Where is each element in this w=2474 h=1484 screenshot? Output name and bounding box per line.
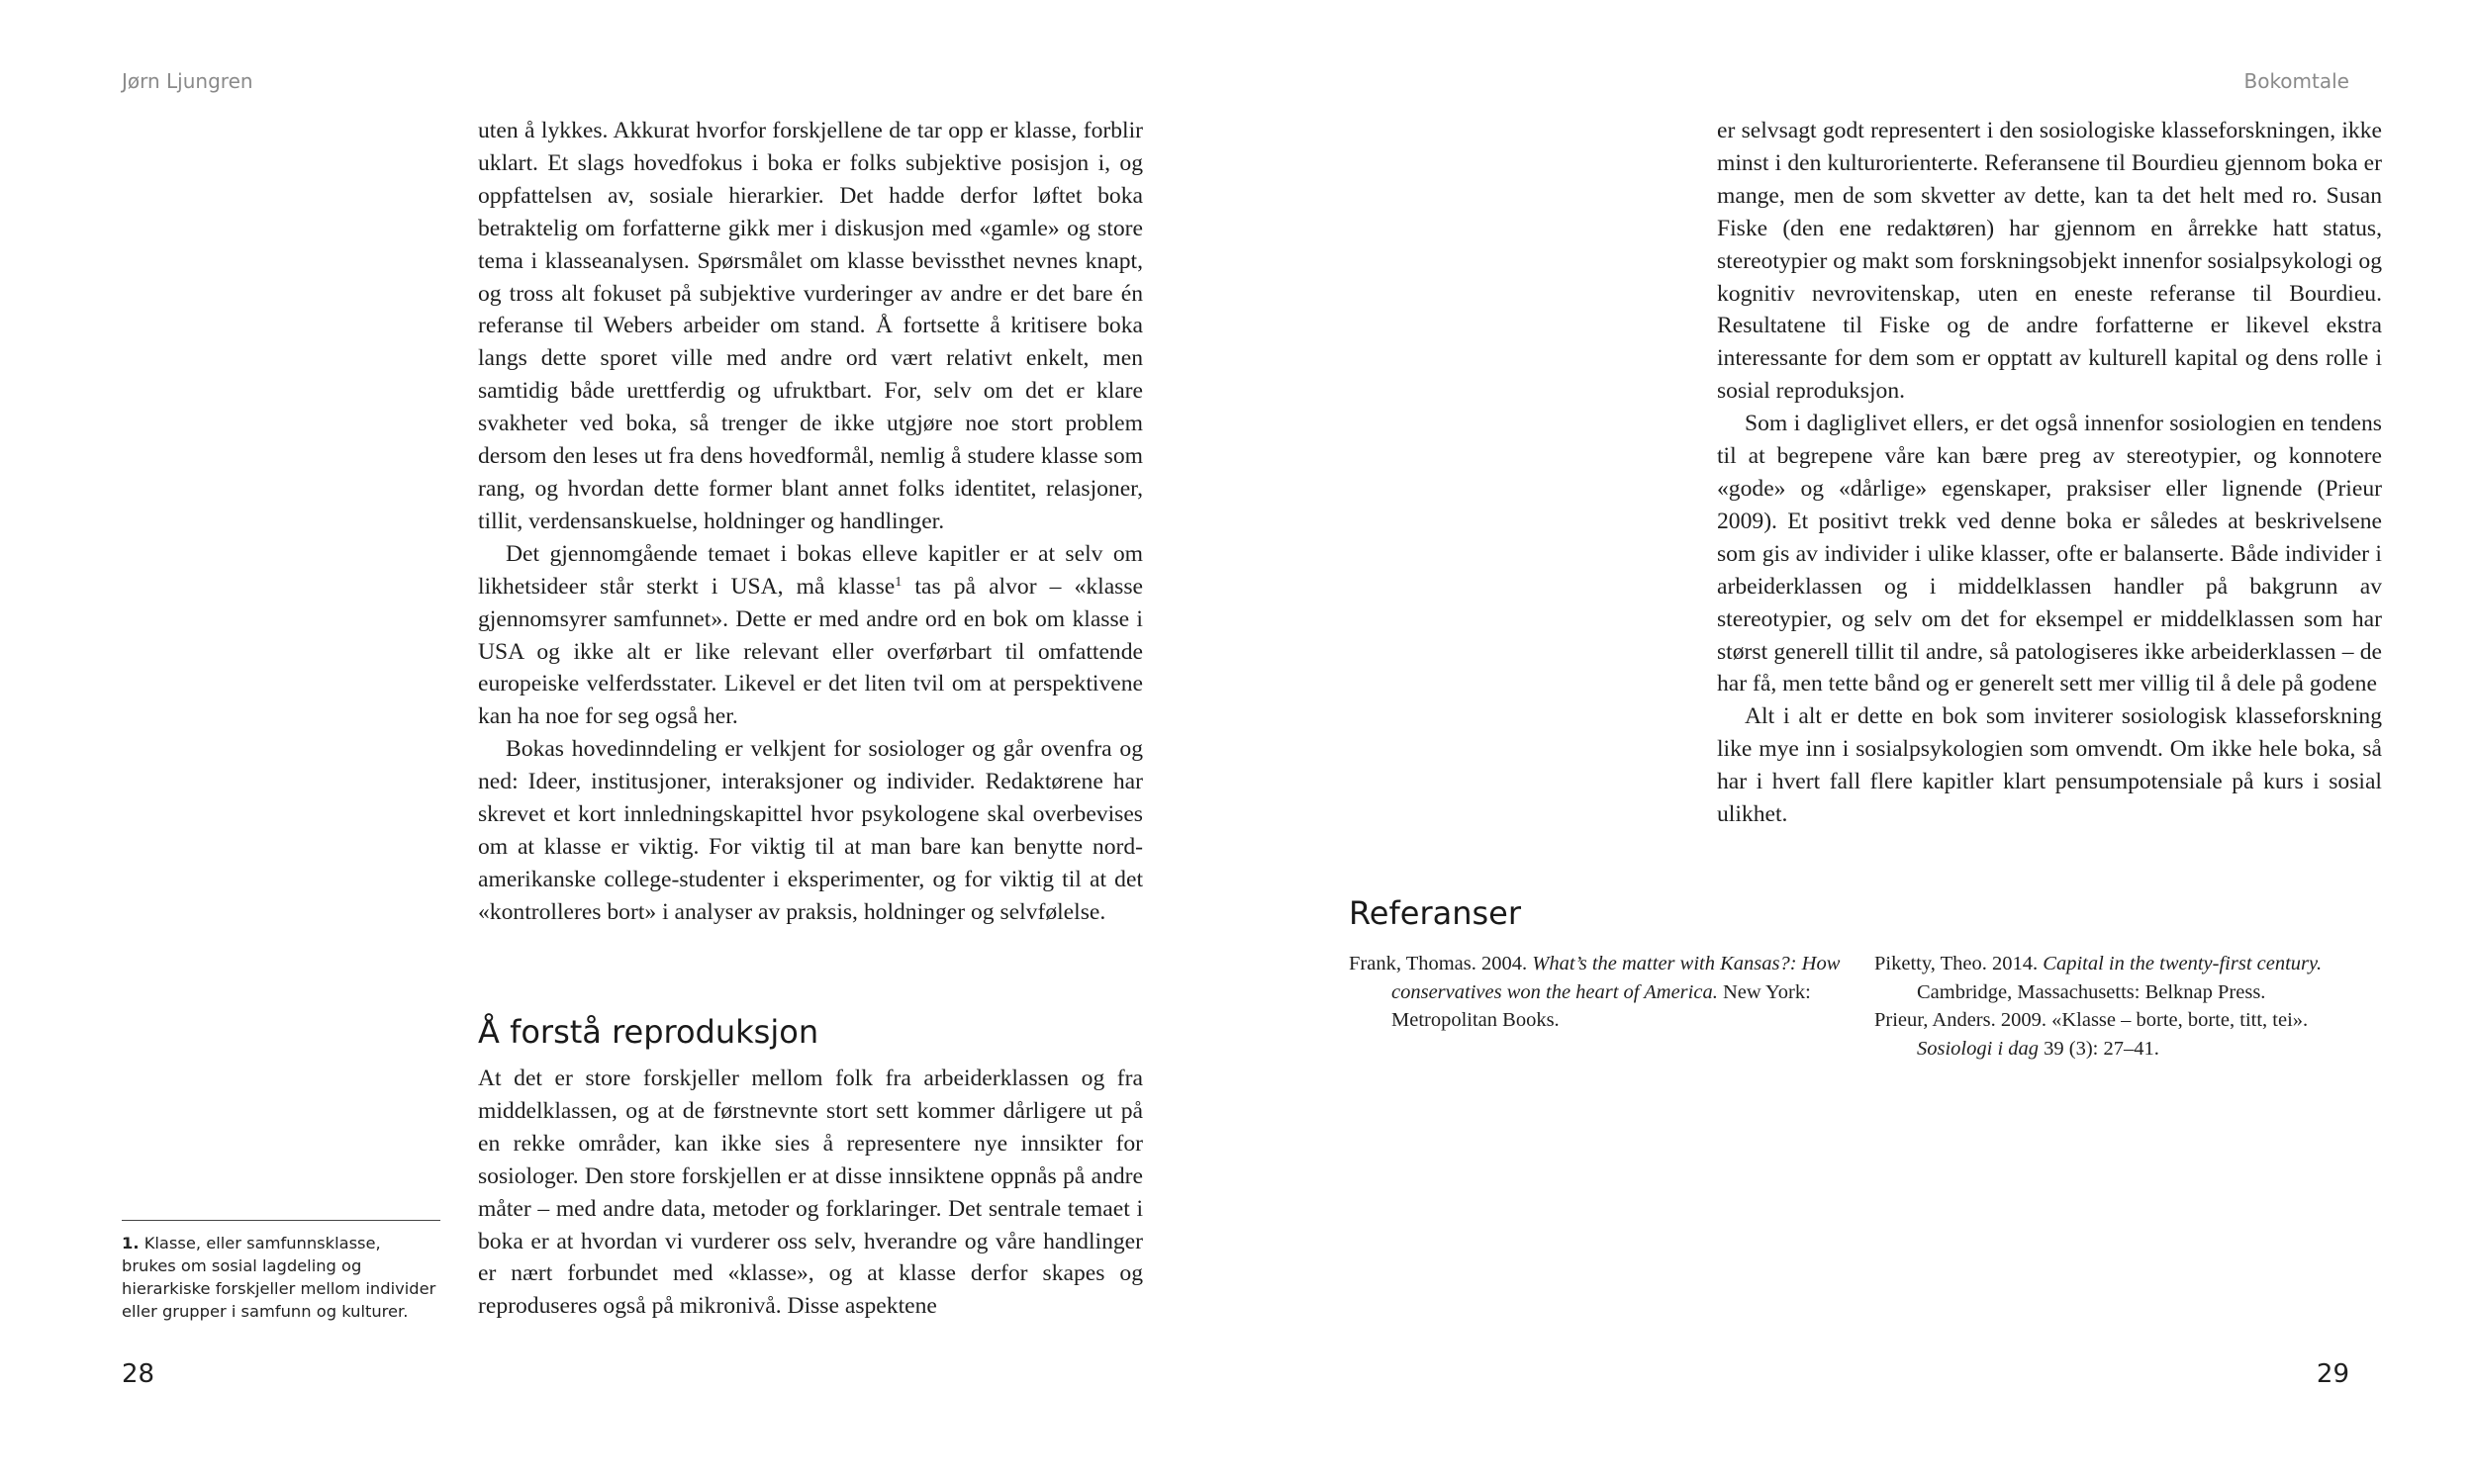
body-paragraph: er selvsagt godt representert i den sosiologiske klasseforskningen, ikke minst i den kulturorienterte. Referansene til Bourdieu gjennom boka er mange, men de som skvetter av dette, kan ta det helt med ro. Susan Fiske (den ene redaktøren) har gjennom en årrekke hatt status, stereotypier og makt som forskningsobjekt innenfor sosialpsykologi og kognitiv nevrovitenskap, uten en eneste referanse til Bourdieu. Resultatene til Fiske og de andre forfatterne er likevel ekstra interessante for dem som er opptatt av kulturell kapital og dens rolle i sosial reproduksjon.	[1717, 118, 2382, 405]
body-text-upper	[478, 115, 1143, 929]
reference-text: Frank, Thomas. 2004.	[1349, 953, 1533, 974]
section-heading: Å forstå reproduksjon	[478, 1013, 819, 1051]
body-paragraph: uten å lykkes. Akkurat hvorfor forskjellene de tar opp er klasse, forblir uklart. Et slags hovedfokus i boka er folks subjektive posisjon i, og oppfattelsen av, sosiale hierarkier. Det hadde derfor løftet boka betraktelig om forfatterne gikk mer i diskusjon med «gamle» og store tema i klasseanalysen. Spørsmålet om klasse bevissthet nevnes knapt, og tross alt fokuset på subjektive vurderinger av andre er det bare én referanse til Webers arbeider om stand. Å fortsette å kritisere boka langs dette sporet ville med andre ord vært relativt enkelt, men samtidig både urettferdig og ufruktbart. For, selv om det er klare svakheter ved boka, så trenger de ikke utgjøre noe stort problem dersom den leses ut fra dens hovedformål, nemlig å studere klasse som rang, og hvordan dette former blant annet folks identitet, relasjoner, tillit, verdensanskuelse, holdninger og handlinger.	[478, 118, 1143, 534]
reference-text: Piketty, Theo. 2014.	[1874, 953, 2044, 974]
body-text: tas på alvor – «klasse gjennomsyrer samfunnet». Dette er med andre ord en bok om klasse i USA og ikke alt er like relevant eller overførbart til omfattende europeiske velferdsstater. Likevel er det liten tvil om at perspektivene kan ha noe for seg også her.	[478, 573, 1144, 730]
references-column-left	[1349, 950, 1842, 1035]
footnote-reference[interactable]: 1	[895, 573, 903, 590]
page-number: 29	[2316, 1359, 2349, 1389]
body-paragraph: Bokas hovedinndeling er velkjent for sosiologer og går ovenfra og ned: Ideer, institusjoner, interaksjoner og individer. Redaktørene har skrevet et kort innledningskapittel hvor psykologene skal overbevises om at klasse er viktig. For viktig til at man bare kan benytte nord-amerikanske college-studenter i eksperimenter, og for viktig til at det «kontrolleres bort» i analyser av praksis, holdninger og selvfølelse.	[478, 736, 1143, 925]
right-page	[1237, 0, 2474, 1484]
references-column-right	[1874, 950, 2367, 1063]
reference-text: New York: Metropolitan Books.	[1391, 980, 1811, 1031]
body-text: Det gjennomgående temaet i bokas elleve kapitler er at selv om likhetsideer står sterkt i USA, må klasse	[478, 540, 1143, 600]
page-number: 28	[122, 1359, 155, 1389]
reference-text: Cambridge, Massachusetts: Belknap Press.	[1917, 980, 2266, 1003]
reference-title: Capital in the twenty-first century.	[2043, 953, 2323, 974]
reference-entry	[1874, 950, 2367, 1006]
body-text-lower	[478, 1063, 1143, 1323]
body-text	[1717, 115, 2382, 831]
footnote-divider	[122, 1220, 440, 1221]
body-paragraph: Som i dagliglivet ellers, er det også innenfor sosiologien en tendens til at begrepene våre kan bære preg av stereotypier, og konnotere «gode» og «dårlige» egenskaper, praksiser eller lignende (Prieur 2009). Et positivt trekk ved denne boka er således at beskrivelsene som gis av individer i ulike klasser, ofte er balanserte. Både individer i arbeiderklassen og i middelklassen handler på bakgrunn av stereotypier, og selv om det for eksempel er middelklassen som har størst generell tillit til andre, så patologiseres ikke arbeiderklassen – de har få, men tette bånd og er generelt sett mer villig til å dele på godene	[1717, 411, 2382, 697]
running-head-section: Bokomtale	[2243, 69, 2349, 93]
reference-entry	[1349, 950, 1842, 1035]
footnote-text: Klasse, eller samfunnsklasse, brukes om sosial lagdeling og hierarkiske forskjeller mellom individer eller grupper i samfunn og kulturer.	[122, 1234, 436, 1321]
footnote-number: 1.	[122, 1234, 140, 1252]
running-head-author: Jørn Ljungren	[122, 69, 253, 93]
references-heading: Referanser	[1349, 894, 1521, 932]
reference-entry	[1874, 1006, 2367, 1063]
reference-text: 39 (3): 27–41.	[2039, 1037, 2159, 1060]
reference-text: Prieur, Anders. 2009. «Klasse – borte, borte, titt, tei».	[1874, 1009, 2309, 1031]
body-paragraph: Alt i alt er dette en bok som inviterer sosiologisk klasseforskning like mye inn i sosialpsykologien som omvendt. Om ikke hele boka, så har i hvert fall flere kapitler klart pensumpotensiale på kurs i sosial ulikhet.	[1717, 703, 2382, 828]
body-paragraph	[478, 538, 1143, 733]
footnote	[122, 1232, 438, 1323]
reference-title: Sosiologi i dag	[1917, 1037, 2040, 1060]
body-paragraph: At det er store forskjeller mellom folk fra arbeiderklassen og fra middelklassen, og at de førstnevnte stort sett kommer dårligere ut på en rekke områder, kan ikke sies å representere nye innsikter for sosiologer. Den store forskjellen er at disse innsiktene oppnås på andre måter – med andre data, metoder og forklaringer. Det sentrale temaet i boka er at hvordan vi vurderer oss selv, hverandre og våre handlinger er nært forbundet med «klasse», og at klasse derfor skapes og reproduseres også på mikronivå. Disse aspektene	[478, 1066, 1143, 1320]
reference-title: What’s the matter with Kansas?: How conservatives won the heart of America.	[1391, 953, 1841, 1003]
